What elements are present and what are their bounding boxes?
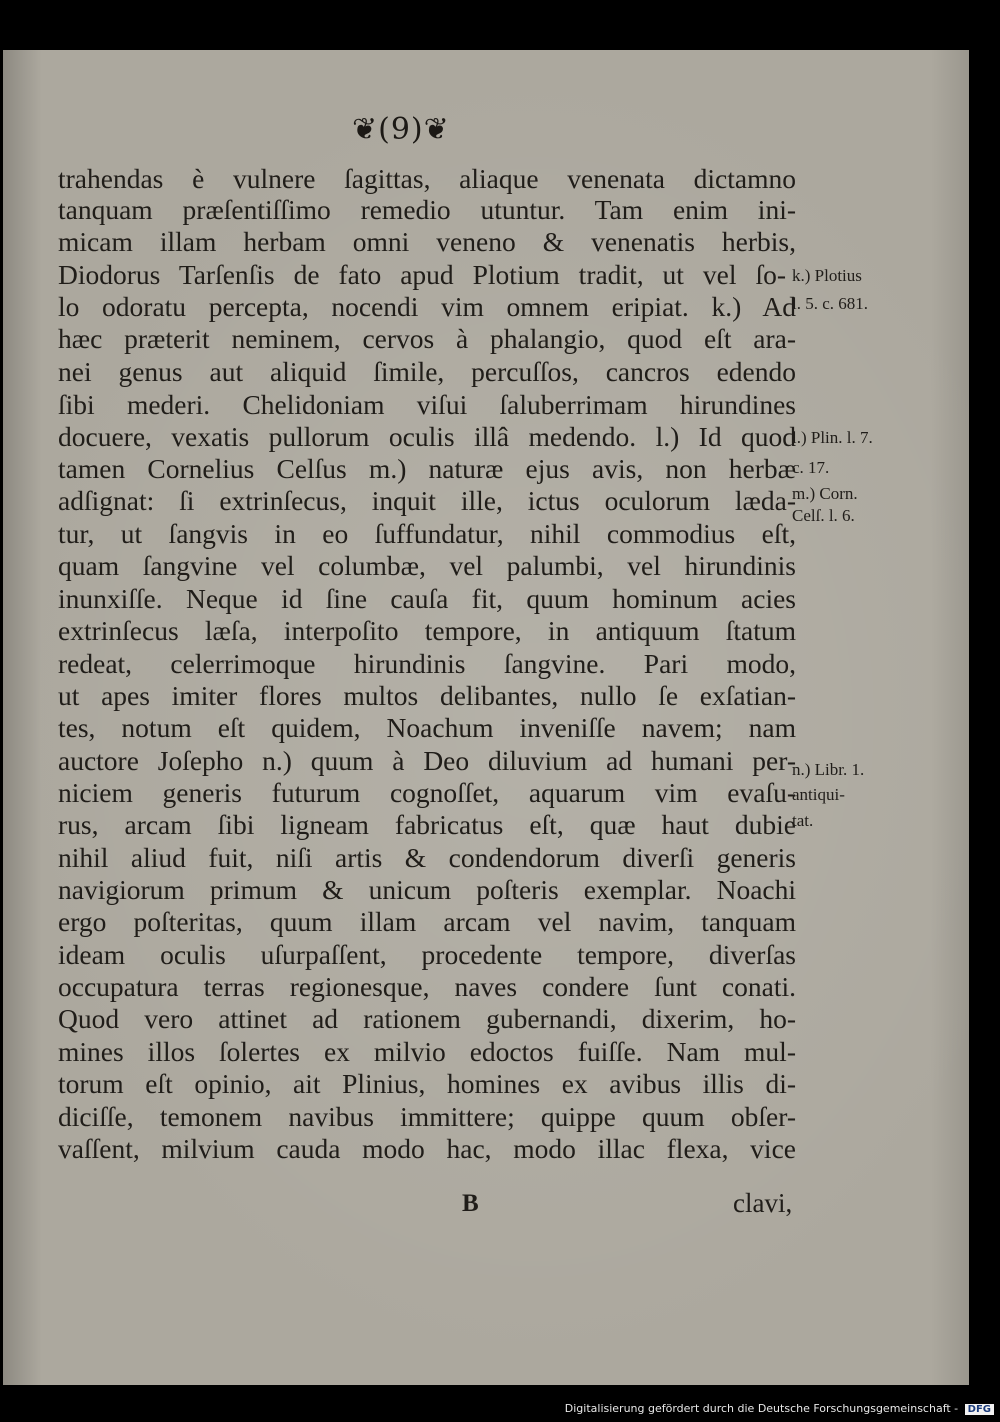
text-line: docuere, vexatis pullorum oculis illâ medendo. l.) Id quod [58,421,796,452]
digitization-footer [565,1402,994,1415]
text-line: ſibi mederi. Chelidoniam viſui ſaluberrimam hirundines [58,389,796,420]
text-line: quam ſangvine vel columbæ, vel palumbi, vel hirundinis [58,550,796,581]
dfg-logo: DFG [965,1404,994,1415]
text-line: inunxiſſe. Neque id ſine cauſa fit, quum hominum acies [58,583,796,614]
text-line: tamen Cornelius Celſus m.) naturæ ejus avis, non herbæ [58,453,796,484]
margin-note: c. 17. [792,458,830,477]
text-line: torum eſt opinio, ait Plinius, homines ex avibus illis di- [58,1068,796,1099]
text-line: Diodorus Tarſenſis de fato apud Plotium tradit, ut vel ſo- [58,259,786,290]
margin-note: k.) Plotius [792,266,862,285]
text-line: adſignat: ſi extrinſecus, inquit ille, ictus oculorum læda- [58,485,796,516]
text-line: redeat, celerrimoque hirundinis ſangvine. Pari modo, [58,648,796,679]
signature-mark: B [462,1190,479,1217]
text-line: rus, arcam ſibi ligneam fabricatus eſt, quæ haut dubie [58,809,796,840]
margin-note: antiqui- [792,785,845,804]
text-line: lo odoratu percepta, nocendi vim omnem eripiat. k.) Ad [58,291,796,322]
margin-note: Celſ. l. 6. [792,506,855,525]
text-line: tur, ut ſangvis in eo ſuffundatur, nihil commodius eſt, [58,518,796,549]
text-line: hæc præterit neminem, cervos à phalangio, quod eſt ara- [58,323,796,354]
text-line: auctore Joſepho n.) quum à Deo diluvium ad humani per- [58,745,796,776]
text-line: tanquam præſentiſſimo remedio utuntur. Tam enim ini- [58,194,796,225]
catchword: clavi, [733,1188,793,1218]
text-line: Quod vero attinet ad rationem gubernandi, dixerim, ho- [58,1003,796,1034]
footer-text: Digitalisierung gefördert durch die Deutsche Forschungsgemeinschaft - [564,1402,959,1415]
text-line: vaſſent, milvium cauda modo hac, modo illac flexa, vice [58,1133,796,1164]
margin-note: tat. [792,811,814,830]
text-line: nihil aliud fuit, niſi artis & condendorum diverſi generis [58,842,796,873]
text-line: tes, notum eſt quidem, Noachum inveniſſe navem; nam [58,712,796,743]
text-line: mines illos ſolertes ex milvio edoctos fuiſſe. Nam mul- [58,1036,796,1067]
text-line: ut apes imiter flores multos delibantes, nullo ſe exſatian- [58,680,796,711]
margin-note: l.) Plin. l. 7. [792,428,873,447]
text-line: ergo poſteritas, quum illam arcam vel navim, tanquam [58,906,796,937]
margin-note: n.) Libr. 1. [792,760,865,779]
margin-note: l. 5. c. 681. [792,294,869,313]
text-line: niciem generis futurum cognoſſet, aquarum vim evaſu- [58,777,796,808]
page-header: ❦(9)❦ [352,112,450,147]
text-line: navigiorum primum & unicum poſteris exemplar. Noachi [58,874,796,905]
text-line: extrinſecus læſa, interpoſito tempore, in antiquum ſtatum [58,615,796,646]
text-line: micam illam herbam omni veneno & venenatis herbis, [58,226,796,257]
text-line: diciſſe, temonem navibus immittere; quippe quum obſer- [58,1101,796,1132]
text-line: ideam oculis uſurpaſſent, procedente tempore, diverſas [58,939,796,970]
text-line: nei genus aut aliquid ſimile, percuſſos, cancros edendo [58,356,796,387]
text-line: trahendas è vulnere ſagittas, aliaque venenata dictamno [58,163,796,194]
text-line: occupatura terras regionesque, naves condere ſunt conati. [58,971,796,1002]
margin-note: m.) Corn. [792,484,858,503]
